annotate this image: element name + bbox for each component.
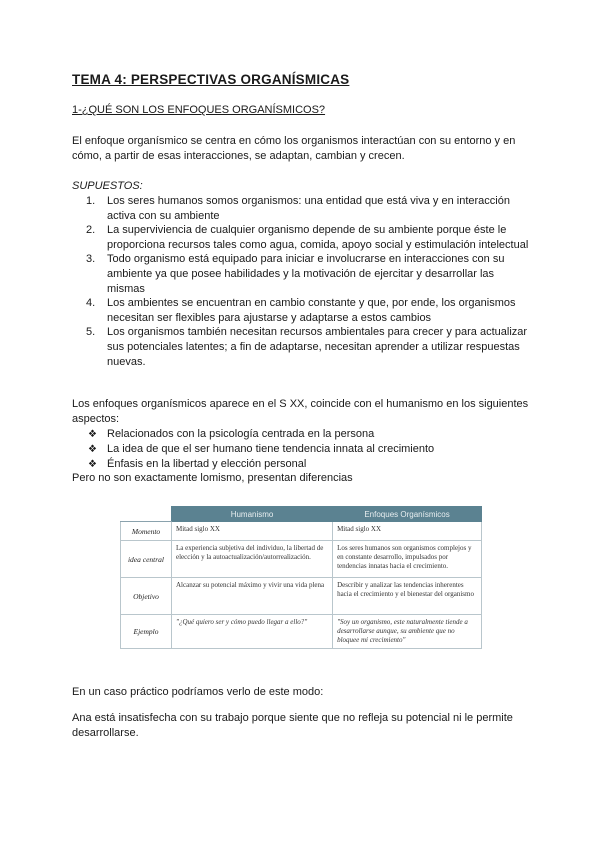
table-cell: La experiencia subjetiva del individuo, la libertad de elección y la autoactualización/autorrealización. [172,541,333,578]
list-item: 4. Los ambientes se encuentran en cambio constante y que, por ende, los organismos necesitan ser flexibles para ajustarse y adaptarse a estos cambios [86,297,516,324]
row-label: idea central [121,541,172,578]
aspectos-list [72,427,532,472]
diamond-bullet-icon: ❖ [88,459,97,470]
table-header-row [121,507,482,522]
diamond-bullet-icon: ❖ [88,429,97,440]
list-item: 5. Los organismos también necesitan recursos ambientales para crecer y para actualizar sus potenciales latentes; a fin de adaptarse, necesitan aprender a utilizar respuestas nuevas. [86,326,528,368]
table-cell: "Soy un organismo, este naturalmente tiende a desarrollarse aunque, su ambiente que no bloquee mi crecimiento" [333,615,482,649]
row-label: Momento [121,522,172,541]
page-title: TEMA 4: PERSPECTIVAS ORGANÍSMICAS [72,72,350,87]
supuestos-label: SUPUESTOS: [72,180,143,192]
row-label: Objetivo [121,578,172,615]
table-cell: Los seres humanos son organismos complejos y en constante desarrollo, impulsados por tendencias innatas hacia el crecimiento. [333,541,482,578]
comparison-table [120,506,482,649]
table-corner [121,507,172,522]
table-row [121,615,482,649]
table-cell: Mitad siglo XX [333,522,482,541]
list-item: ❖ Relacionados con la psicología centrada en la persona [88,428,375,440]
table-cell: Describir y analizar las tendencias inherentes hacia el crecimiento y el bienestar del organismo [333,578,482,615]
diferencias-text: Pero no son exactamente lomismo, presentan diferencias [72,472,353,484]
caso-intro: En un caso práctico podríamos verlo de este modo: [72,686,324,698]
table-row [121,522,482,541]
list-item: ❖ Énfasis en la libertad y elección personal [88,458,307,470]
section-heading: 1-¿QUÉ SON LOS ENFOQUES ORGANÍSMICOS? [72,104,326,116]
aspectos-intro: Los enfoques organísmicos aparece en el S XX, coincide con el humanismo en los siguientes aspectos: [72,398,529,425]
list-item: ❖ La idea de que el ser humano tiene tendencia innata al crecimiento [88,443,435,455]
list-item: 1. Los seres humanos somos organismos: una entidad que está viva y en interacción activa con su ambiente [86,195,510,222]
table-row [121,541,482,578]
list-item: 2. La superviviencia de cualquier organismo depende de su ambiente porque éste le proporciona recursos tales como agua, comida, apoyo social y estimulación intelectual [86,224,529,251]
table-cell: "¿Qué quiero ser y cómo puedo llegar a ello?" [172,615,333,649]
table-cell: Alcanzar su potencial máximo y vivir una vida plena [172,578,333,615]
table-row [121,578,482,615]
caso-paragraph: Ana está insatisfecha con su trabajo porque siente que no refleja su potencial ni le permite desarrollarse. [72,712,513,739]
row-label: Ejemplo [121,615,172,649]
list-item: 3. Todo organismo está equipado para iniciar e involucrarse en interacciones con su ambiente ya que posee habilidades y la motivación de ejercitar y desarrollar las mismas [86,253,505,295]
diamond-bullet-icon: ❖ [88,444,97,455]
intro-paragraph: El enfoque organísmico se centra en cómo los organismos interactúan con su entorno y en cómo, a partir de esas interacciones, se adaptan, cambian y crecen. [72,135,516,162]
header-organismicos: Enfoques Organísmicos [333,507,482,522]
supuestos-list [72,194,530,369]
table-cell: Mitad siglo XX [172,522,333,541]
header-humanismo: Humanismo [172,507,333,522]
